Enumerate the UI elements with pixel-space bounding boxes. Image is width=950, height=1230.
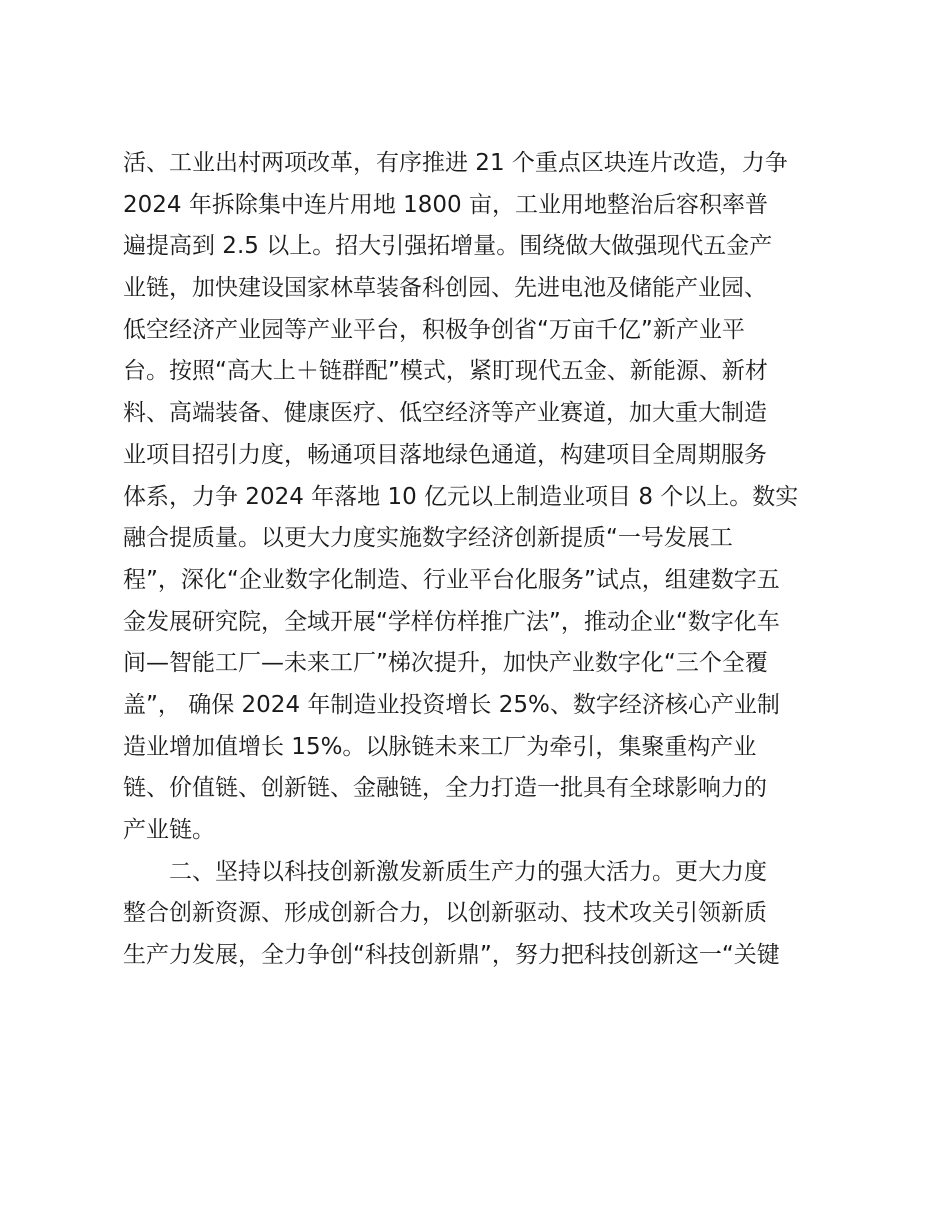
text-line: 链、价值链、创新链、金融链，全力打造一批具有全球影响力的: [123, 775, 767, 802]
text-line: 台。按照“高大上＋链群配”模式，紧盯现代五金、新能源、新材: [123, 358, 768, 385]
text-line: 程”，深化“企业数字化制造、行业平台化服务”试点，组建数字五: [123, 566, 780, 593]
text-line: 整合创新资源、形成创新合力，以创新驱动、技术攻关引领新质: [123, 900, 767, 927]
text-line: 低空经济产业园等产业平台，积极争创省“万亩千亿”新产业平: [123, 316, 745, 343]
text-line: 体系，力争 2024 年落地 10 亿元以上制造业项目 8 个以上。数实: [123, 483, 799, 510]
text-line: 生产力发展，全力争创“科技创新鼎”，努力把科技创新这一“关键: [123, 942, 780, 969]
text-line: 业链，加快建设国家林草装备科创园、先进电池及储能产业园、: [123, 275, 767, 302]
text-line: 2024 年拆除集中连片用地 1800 亩，工业用地整治后容积率普: [123, 191, 768, 218]
text-line: 金发展研究院，全域开展“学样仿样推广法”，推动企业“数字化车: [123, 608, 780, 635]
text-line: 产业链。: [123, 817, 215, 843]
paragraph-start-line: 二、坚持以科技创新激发新质生产力的强大活力。更大力度: [169, 858, 767, 885]
text-line: 间—智能工厂—未来工厂”梯次提升，加快产业数字化“三个全覆: [123, 650, 768, 677]
text-line: 遍提高到 2.5 以上。招大引强拓增量。围绕做大做强现代五金产: [123, 233, 773, 260]
text-line: 造业增加值增长 15%。以脉链未来工厂为牵引，集聚重构产业: [123, 733, 757, 760]
text-line: 盖”， 确保 2024 年制造业投资增长 25%、数字经济核心产业制: [123, 691, 780, 718]
text-line: 融合提质量。以更大力度实施数字经济创新提质“一号发展工: [123, 525, 733, 552]
text-line: 业项目招引力度，畅通项目落地绿色通道，构建项目全周期服务: [123, 441, 767, 468]
text-line: 活、工业出村两项改革，有序推进 21 个重点区块连片改造，力争: [123, 150, 788, 176]
body-text: [123, 143, 843, 977]
text-line: 料、高端装备、健康医疗、低空经济等产业赛道，加大重大制造: [123, 400, 767, 427]
